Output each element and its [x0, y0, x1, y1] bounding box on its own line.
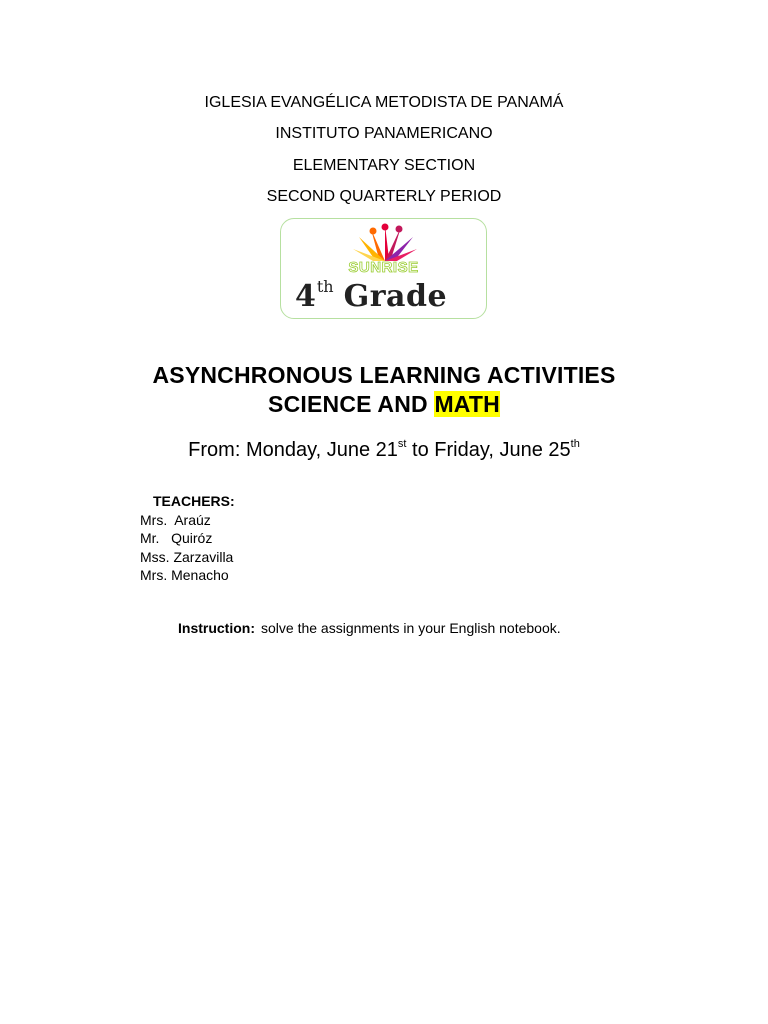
- subject-title: [0, 390, 768, 418]
- teacher-name: Mss. Zarzavilla: [140, 549, 234, 565]
- date-end: to Friday, June 25: [406, 439, 571, 461]
- subject-prefix: SCIENCE AND: [268, 391, 435, 417]
- instruction-label: Instruction:: [178, 620, 255, 636]
- grade-word: Grade: [343, 279, 448, 314]
- date-range: [0, 437, 768, 463]
- institute-name: INSTITUTO PANAMERICANO: [275, 125, 493, 142]
- date-end-suffix: th: [570, 438, 580, 450]
- date-start: From: Monday, June 21: [188, 439, 398, 461]
- teacher-name: Mrs. Araúz: [140, 512, 211, 528]
- instruction: [178, 620, 561, 636]
- grade-number: 4: [295, 279, 316, 314]
- church-name: IGLESIA EVANGÉLICA METODISTA DE PANAMÁ: [204, 94, 564, 111]
- grade-suffix: th: [316, 277, 334, 296]
- instruction-text: solve the assignments in your English notebook.: [261, 620, 561, 636]
- teacher-name: Mr. Quiróz: [140, 530, 213, 546]
- activity-title: ASYNCHRONOUS LEARNING ACTIVITIES: [152, 362, 616, 388]
- highlighted-subject: MATH: [434, 391, 500, 417]
- period-name: SECOND QUARTERLY PERIOD: [266, 188, 502, 205]
- sunrise-brand: SUNRISE: [348, 259, 419, 276]
- teachers-heading: TEACHERS:: [153, 493, 235, 509]
- teacher-name: Mrs. Menacho: [140, 567, 229, 583]
- grade-label: [295, 277, 447, 314]
- section-name: ELEMENTARY SECTION: [292, 157, 476, 174]
- sunrise-logo-icon: [351, 223, 419, 263]
- grade-badge-logo: [280, 218, 487, 319]
- date-start-suffix: st: [397, 438, 407, 450]
